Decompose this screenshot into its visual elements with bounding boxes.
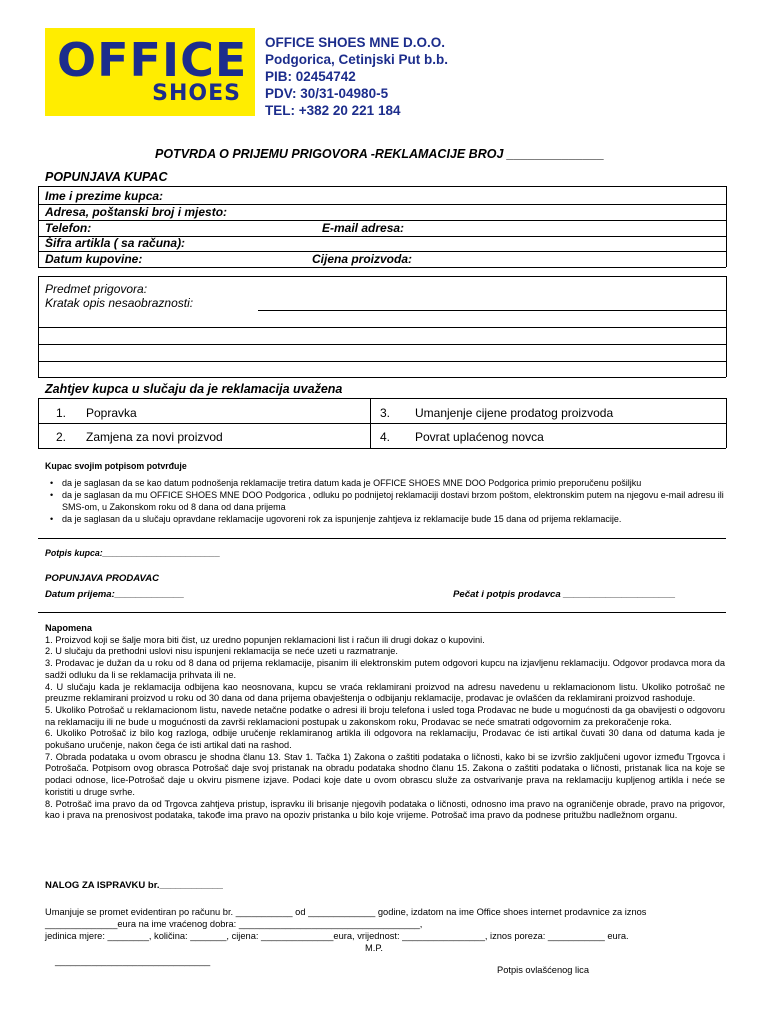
note-item: 1. Proizvod koji se šalje mora biti čist, uz uredno popunjen reklamacioni list i račun ili drugi dokaz o kupovini. [45,634,485,645]
table-border [726,186,727,267]
note-item: 8. Potrošač ima pravo da od Trgovca zahtjeva pristup, ispravku ili brisanje njegovih podataka o ličnosti, odnosno ima pravo na ograničenje obrade, pravo na prigovor, kao i prava na prenosivost podataka, takođe ima pravo na opoziv pristanka u bilo koje vrijeme. Potrošač ima pravo da podnese pritužbu nadležnom organu. [45,798,725,821]
complaint-description-label[interactable]: Kratak opis nesaobraznosti: [45,296,194,310]
divider [38,448,726,449]
signature-line[interactable]: ______________________________ [55,956,211,966]
confirm-heading: Kupac svojim potpisom potvrđuje [45,461,187,471]
correction-heading[interactable]: NALOG ZA ISPRAVKU br.____________ [45,880,223,891]
divider [38,423,726,424]
office-shoes-logo [45,28,255,116]
note-item: 7. Obrada podataka u ovom obrascu je shodna članu 13. Stav 1. Tačka 1) Zakona o zaštiti podataka o ličnosti, kako bi se izvršio zaključeni ugovor između Trgovca i Potrošača. Potpisom ovog obrasca Potrošač daje svoj pristanak na obradu podataka shodno članu 15. Zakona o zaštiti podataka o ličnosti, pristanak lica na koje se podaci odnose, lice-Potrošač daje u okviru pismene izjave. Podaci koje date u ovom obrascu služe za ostvarivanje prava na reklamaciju kupljenog artikla i neće se koristiti u druge svrhe. [45,751,725,797]
description-line [38,361,726,362]
request-heading: Zahtjev kupca u slučaju da je reklamacija uvažena [45,382,343,396]
table-border [38,276,39,377]
correction-line[interactable]: jedinica mjere: ________, količina: _______, cijena: ______________eura, vrijednost: ________________, iznos poreza: ___________ eura. [45,931,629,941]
document-title: POTVRDA O PRIJEMU PRIGOVORA -REKLAMACIJE BROJ ______________ [155,147,605,161]
customer-signature-field[interactable]: Potpis kupca:________________________ [45,548,221,558]
purchase-date-label[interactable]: Datum kupovine: [45,252,143,266]
table-border [38,186,39,267]
customer-email-label[interactable]: E-mail adresa: [322,221,405,235]
notes-block [45,623,725,822]
company-pib: PIB: 02454742 [265,69,356,84]
option-replacement[interactable]: Zamjena za novi proizvod [86,430,223,444]
note-item: 4. U slučaju kada je reklamacija odbijena kao neosnovana, kupcu se vraća reklamirani proizvod na adresu navedenu u reklamacionom listu. Ukoliko potrošač ne preuzme reklamirani proizvod u roku od 30 dana od dana prijema obavještenja o odbijanju reklamacije, prodavac je ovlašćen da reklamirani proizvod rashoduje. [45,681,725,704]
authorized-signature-label: Potpis ovlašćenog lica [497,965,589,975]
correction-line[interactable]: ______________eura na ime vraćenog dobra: ___________________________________, [45,919,423,929]
description-line [38,377,726,378]
company-phone: TEL: +382 20 221 184 [265,103,401,118]
option-number: 2. [56,430,67,444]
divider [38,186,726,187]
customer-phone-label[interactable]: Telefon: [45,221,92,235]
receipt-date-field[interactable]: Datum prijema:_____________ [45,589,185,600]
company-address: Podgorica, Cetinjski Put b.b. [265,52,449,67]
option-price-reduction[interactable]: Umanjenje cijene prodatog proizvoda [415,406,614,420]
seller-heading: POPUNJAVA PRODAVAC [45,573,160,584]
divider [38,538,726,539]
confirm-bullet: • da je saglasan da se kao datum podnošenja reklamacije tretira datum kada je OFFICE SHOES MNE DOO Podgorica primio preporučenu pošiljku [50,477,730,489]
divider [38,267,726,268]
table-border [726,276,727,377]
stamp-placeholder: M.P. [365,943,383,953]
confirm-bullet-list [50,477,730,525]
customer-name-label[interactable]: Ime i prezime kupca: [45,189,164,203]
option-number: 1. [56,406,67,420]
seller-stamp-field[interactable]: Pečat i potpis prodavca _____________________ [453,589,676,600]
table-border [370,398,371,448]
logo-word-shoes: SHOES [152,81,241,106]
correction-line[interactable]: Umanjuje se promet evidentiran po računu br. ___________ od _____________ godine, izdatom na ime Office shoes internet prodavnice za iznos [45,907,647,917]
note-item: 5. Ukoliko Potrošač u reklamacionom listu, navede netačne podatke o adresi ili broju telefona i usled toga Prodavac ne bude u mogućnosti da ga obavijesti o odgovoru na reklamaciju ili ne bude u mogućnosti da završi reklamacioni postupak u zakonskom roku, Prodavac se neće smatrati odgovornim za prekoračenje roka. [45,704,725,727]
divider [38,612,726,613]
confirm-bullet: • da je saglasan da u slučaju opravdane reklamacije ugovoreni rok za ispunjenje zahtjeva iz reklamacije bude 15 dana od prijema reklamacije. [50,513,730,525]
table-border [38,398,39,448]
product-price-label[interactable]: Cijena proizvoda: [312,252,413,266]
customer-address-label[interactable]: Adresa, poštanski broj i mjesto: [45,205,228,219]
divider [38,398,726,399]
note-item: 3. Prodavac je dužan da u roku od 8 dana od prijema reklamacije, pisanim ili elektronskim putem odgovori kupcu na izjavljenu reklamaciju. Odgovor prodavca mora da sadži odluku da li se reklamacija prihvata ili ne. [45,658,725,680]
description-line [258,310,726,311]
logo-word-office: OFFICE [57,33,248,87]
article-code-label[interactable]: Šifra artikla ( sa računa): [45,236,186,250]
note-item: 6. Ukoliko Potrošač iz bilo kog razloga, odbije uručenje reklamiranog artikla ili odgovora na reklamaciju, Prodavac će isti artikal čuvati 30 dana od datuma kada je pokušano uručenje, nakon čega će isti artikal dati na rashod. [45,728,725,751]
option-refund[interactable]: Povrat uplaćenog novca [415,430,544,444]
company-info [265,34,448,119]
confirm-bullet: • da je saglasan da mu OFFICE SHOES MNE DOO Podgorica , odluku po podnijetoj reklamaciji dostavi brzom poštom, elektronskim putem na njegovu e-mail adresu ili SMS-om, u Zakonskom roku od 8 dana od dana prijema [50,489,730,513]
customer-section-heading: POPUNJAVA KUPAC [45,170,168,184]
description-line [38,344,726,345]
company-pdv: PDV: 30/31-04980-5 [265,86,389,101]
description-line [38,327,726,328]
option-number: 4. [380,430,391,444]
divider [38,276,726,277]
option-repair[interactable]: Popravka [86,406,137,420]
note-item: 2. U slučaju da prethodni uslovi nisu ispunjeni reklamacija se neće uzeti u razmatranje. [45,646,398,657]
company-name: OFFICE SHOES MNE D.O.O. [265,35,446,50]
option-number: 3. [380,406,391,420]
complaint-subject-label[interactable]: Predmet prigovora: [45,282,148,296]
table-border [726,398,727,448]
notes-heading: Napomena [45,623,92,633]
